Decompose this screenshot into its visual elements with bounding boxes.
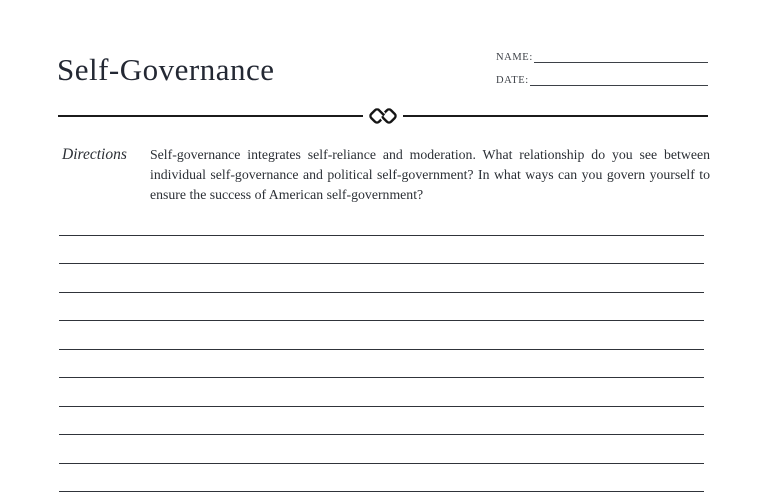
date-row xyxy=(496,71,708,86)
answer-line xyxy=(59,378,704,407)
answer-line xyxy=(59,321,704,350)
answer-line xyxy=(59,464,704,493)
directions-section xyxy=(62,145,710,205)
answer-line xyxy=(59,236,704,265)
answer-line xyxy=(59,407,704,436)
directions-label: Directions xyxy=(62,146,127,163)
date-blank-line xyxy=(530,72,708,86)
divider-rule-left xyxy=(58,115,363,117)
name-date-block xyxy=(496,48,708,94)
celtic-knot-icon xyxy=(368,106,398,126)
directions-text: Self-governance integrates self-reliance and moderation. What relationship do you see between individual self-governance and political self-government? In what ways can you govern yourself to ensure the success of American self-government? xyxy=(150,147,710,202)
answer-line xyxy=(59,435,704,464)
name-row xyxy=(496,48,708,63)
header-divider xyxy=(58,104,708,128)
answer-line xyxy=(59,350,704,379)
date-label: DATE: xyxy=(496,75,529,86)
answer-line xyxy=(59,264,704,293)
divider-rule-right xyxy=(403,115,708,117)
answer-line xyxy=(59,293,704,322)
answer-area xyxy=(59,207,704,492)
name-label: NAME: xyxy=(496,52,533,63)
page-title: Self-Governance xyxy=(57,52,275,87)
name-blank-line xyxy=(534,49,708,63)
answer-line xyxy=(59,207,704,236)
